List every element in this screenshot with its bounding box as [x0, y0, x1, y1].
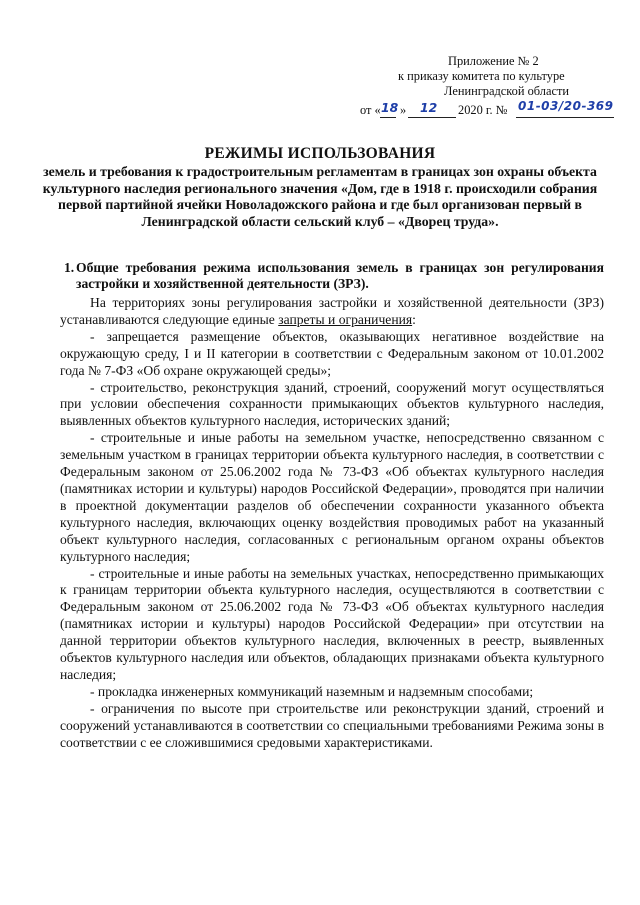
- section-body: [60, 295, 604, 751]
- section-number: 1.: [64, 260, 75, 275]
- section-intro: [60, 295, 604, 329]
- appendix-label: Приложение № 2: [448, 54, 539, 68]
- intro-text: На территориях зоны регулирования застройки и хозяйственной деятельности (ЗРЗ) устанавливаются следующие единые: [60, 295, 604, 327]
- document-subtitle: земель и требования к градостроительным регламентам в границах зон охраны объекта культурного наследия регионального значения «Дом, где в 1918 г. происходили собрания первой партийной ячейки Новоладожского района и где был организован первый в Ленинградской области сельский клуб – «Дворец труда».: [42, 164, 598, 229]
- list-item: - строительство, реконструкция зданий, строений, сооружений могут осуществляться при условии обеспечения сохранности примыкающих объектов культурного наследия, выявленных объектов культурного наследия, исторических зданий;: [60, 379, 604, 429]
- appendix-header: [360, 54, 620, 119]
- date-year-label: 2020 г. №: [458, 103, 508, 117]
- date-month-handwritten: 12: [420, 100, 438, 115]
- date-prefix: от «: [360, 103, 381, 117]
- list-item: - запрещается размещение объектов, оказывающих негативное воздействие на окружающую среду, I и II категории в соответствии с Федеральным законом от 10.01.2002 года № 7-ФЗ «Об охране окружающей среды»;: [60, 328, 604, 378]
- intro-underlined-phrase: запреты и ограничения: [278, 311, 413, 327]
- document-title: РЕЖИМЫ ИСПОЛЬЗОВАНИЯ: [204, 145, 436, 162]
- list-item: - строительные и иные работы на земельных участках, непосредственно примыкающих к границам территории объекта культурного наследия, осуществляются в соответствии с Федеральным законом от 25.06.2002 года № 73-ФЗ «Об объектах культурного наследия (памятниках истории и культуры) народов Российской Федерации» при отсутствии на данной территории объектов культурного наследия, включенных в реестр, выявленных объектов культурного наследия или объектов, обладающих признаками объекта культурного наследия;: [60, 565, 604, 682]
- month-underline: [408, 117, 456, 118]
- day-underline: [380, 117, 396, 118]
- appendix-order-reference: к приказу комитета по культуре: [398, 69, 565, 83]
- section-heading: Общие требования режима использования земель в границах зон регулирования застройки и хозяйственной деятельности (ЗРЗ).: [76, 260, 604, 291]
- date-day-handwritten: 18: [381, 100, 399, 115]
- list-item: - ограничения по высоте при строительстве или реконструкции зданий, строений и сооружений устанавливаются в соответствии со специальными требованиями Режима зоны в соответствии с ее сложившимися средовыми характеристиками.: [60, 700, 604, 750]
- doc-number-handwritten: 01-03/20-369: [518, 99, 614, 113]
- date-mid: »: [400, 103, 407, 117]
- appendix-region: Ленинградской области: [444, 84, 570, 98]
- appendix-date-line: [360, 101, 620, 119]
- intro-colon: :: [412, 311, 416, 327]
- list-item: - прокладка инженерных коммуникаций наземным и надземным способами;: [90, 683, 534, 699]
- list-item: - строительные и иные работы на земельном участке, непосредственно связанном с земельным участком в границах территории объекта культурного наследия, в соответствии с Федеральным законом от 25.06.2002 года № 73-ФЗ «Об объектах культурного наследия (памятниках истории и культуры) народов Российской Федерации», проводятся при наличии в проектной документации разделов об обеспечении сохранности указанного объекта культурного наследия, включающих оценку воздействия проводимых работ на указанный объект культурного наследия, согласованных с региональным органом охраны объектов культурного наследия;: [60, 430, 604, 564]
- number-underline: [516, 117, 614, 118]
